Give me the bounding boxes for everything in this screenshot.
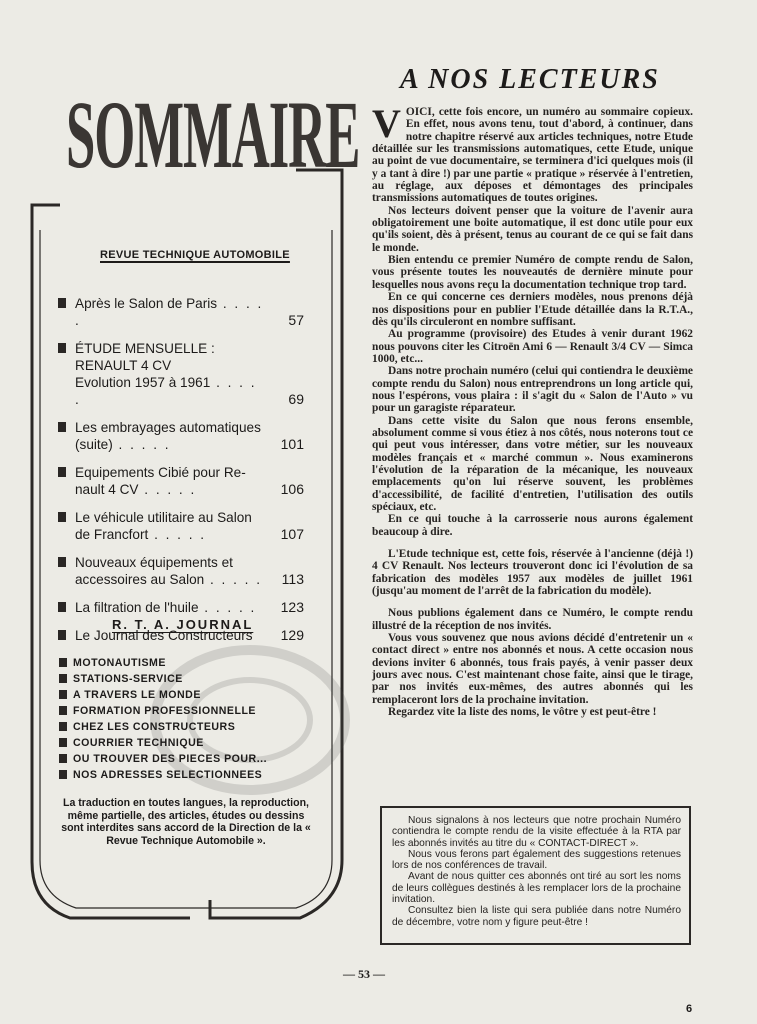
article-paragraph (372, 365, 693, 414)
toc-line: Evolution 1957 à 1961 (75, 375, 211, 390)
toc-page-number: 101 (280, 436, 304, 452)
toc-leader-dots: . . . . . (75, 375, 257, 407)
toc-line: de Francfort (75, 527, 149, 542)
journal-item[interactable] (59, 735, 299, 751)
toc-entry-title (58, 464, 308, 498)
toc-bullet (58, 467, 66, 477)
toc-bullet (58, 422, 66, 432)
journal-list (59, 655, 299, 783)
paragraph-text: En ce qui touche à la carrosserie nous aurons également beaucoup à dire. (372, 513, 693, 538)
page-folio: — 53 — (343, 967, 385, 981)
toc-line: ÉTUDE MENSUELLE : (75, 341, 215, 356)
paragraph-gap (372, 538, 693, 548)
notice-paragraph: Avant de nous quitter ces abonnés ont tiré au sort les noms de leurs collègues destinés à les remplacer lors de la prochaine invitation. (392, 871, 681, 906)
journal-item[interactable] (59, 703, 299, 719)
journal-bullet (59, 690, 67, 699)
toc-entry[interactable] (58, 340, 308, 408)
article-paragraph (372, 548, 693, 597)
toc-page-number: 106 (280, 481, 304, 497)
journal-bullet (59, 706, 67, 715)
toc-line: nault 4 CV (75, 482, 139, 497)
toc-bullet (58, 557, 66, 567)
toc-entry-title (58, 419, 308, 453)
article-paragraph (372, 101, 693, 205)
notice-paragraph: Consultez bien la liste qui sera publiée dans notre Numéro de décembre, votre nom y figure peut-être ! (392, 905, 681, 928)
paragraph-text: L'Etude technique est, cette fois, réservée à l'ancienne (déjà !) 4 CV Renault. Nos lecteurs trouveront donc ici l'évolution de sa fabrication des modèles 1957 aux modèles de juillet 1961 (jusqu'au moment de l'arrêt de la fabrication du modèle). (372, 548, 693, 598)
paragraph-text: OICI, cette fois encore, un numéro au sommaire copieux. En effet, nous avons tenu, tout d'abord, à continuer, dans notre chapitre réservé aux articles techniques, notre Etude détaillée sur les transmissions automatiques, cette Etude, unique au point de vue documentaire, se terminera d'ici quelques mois (il y a tant à dire !) par une partie « pratique » réservée à l'entretien, au réglage, aux déposes et démontages des principales transmissions automatiques de toutes origines. (372, 106, 693, 205)
journal-item-label: A TRAVERS LE MONDE (73, 689, 201, 701)
toc-bullet (58, 298, 66, 308)
journal-item-label: STATIONS-SERVICE (73, 673, 183, 685)
notice-box (380, 806, 691, 945)
toc-line: (suite) (75, 437, 113, 452)
toc-line: Après le Salon de Paris (75, 296, 218, 311)
toc-bullet (58, 602, 66, 612)
toc-line: accessoires au Salon (75, 572, 205, 587)
toc-leader-dots: . . . . . (148, 527, 207, 542)
paragraph-gap (372, 597, 693, 607)
toc-leader-dots: . . . . . (204, 572, 262, 587)
journal-item-label: CHEZ LES CONSTRUCTEURS (73, 721, 236, 733)
rights-notice: La traduction en toutes langues, la reproduction, même partielle, des articles, études ou dessins sont interdites sans accord de la Direction de la « Revue Technique Automobile ». (61, 797, 311, 847)
toc-page-number: 69 (288, 391, 304, 407)
paragraph-text: Au programme (provisoire) des Etudes à venir durant 1962 nous pouvons citer les Citroën Ami 6 — Renault 3/4 CV — Simca 1000, etc... (372, 328, 693, 365)
journal-title: R. T. A. JOURNAL (112, 617, 254, 632)
toc-line: Equipements Cibié pour Re- (75, 465, 246, 480)
paragraph-text: Vous vous souvenez que nous avions décidé d'entretenir un « contact direct » entre nos abonnés et nous. A cette occasion nous devions inviter 6 abonnés, tous frais payés, à venir passer deux jours avec nous. C'est maintenant chose faite, ainsi que le tirage, par nos invités eux-mêmes, des autres abonnés qui les remplaceront lors de la prochaine invitation. (372, 632, 693, 706)
toc-line: RENAULT 4 CV (75, 358, 172, 373)
paragraph-text: Nos lecteurs doivent penser que la voiture de l'avenir aura obligatoirement une boite automatique, il est donc utile pour eux qu'ils soient, dès à présent, tenus au courant de ce qui se fait dans le monde. (372, 204, 693, 254)
toc-entry[interactable] (58, 599, 308, 616)
toc-entry-title (58, 295, 308, 329)
journal-item[interactable] (59, 655, 299, 671)
journal-item[interactable] (59, 671, 299, 687)
notice-paragraph: Nous signalons à nos lecteurs que notre prochain Numéro contiendra le compte rendu de la visite effectuée à la RTA par les abonnés invités au titre du « CONTACT-DIRECT ». (392, 815, 681, 849)
journal-item-label: COURRIER TECHNIQUE (73, 737, 204, 749)
journal-bullet (59, 722, 67, 731)
article-paragraph (372, 254, 693, 291)
toc-bullet (58, 512, 66, 522)
article-paragraph (372, 328, 693, 365)
journal-bullet (59, 770, 67, 779)
editorial-text (372, 101, 693, 719)
journal-bullet (59, 754, 67, 763)
article-paragraph (372, 291, 693, 328)
table-of-contents (58, 295, 308, 655)
journal-item[interactable] (59, 719, 299, 735)
toc-page-number: 129 (280, 627, 304, 643)
article-paragraph (372, 513, 693, 538)
toc-entry[interactable] (58, 464, 308, 498)
editorial-heading: A NOS LECTEURS (400, 64, 660, 95)
toc-bullet (58, 630, 66, 640)
paragraph-text: Bien entendu ce premier Numéro de compte rendu de Salon, vous présente toutes les nouveautés de dernière minute pour lesquelles nous avons reçu la documentation technique trop tard. (372, 254, 693, 291)
journal-bullet (59, 658, 67, 667)
toc-line: Le Journal des Constructeurs (75, 628, 253, 643)
toc-bullet (58, 343, 66, 353)
toc-line: La filtration de l'huile (75, 600, 199, 615)
toc-leader-dots: . . . . . (198, 600, 257, 615)
journal-item[interactable] (59, 767, 299, 783)
toc-leader-dots: . . . . . (112, 437, 171, 452)
toc-line: Le véhicule utilitaire au Salon (75, 510, 252, 525)
paragraph-text: Dans cette visite du Salon que nous ferons ensemble, absolument comme si vous étiez à nos côtés, nous noterons tout ce qui peut vous intéresser, dans votre métier, sur les nouveaux modèles français et « marché commun ». Nous examinerons l'évolution de la réparation de la mécanique, les nouveaux emplacements qu'on lui réserve souvent, les problèmes d'accessibilité, de facilité d'entretien, l'utilisation des outils spéciaux, etc. (372, 414, 693, 513)
toc-line: Les embrayages automatiques (75, 420, 261, 435)
toc-entry[interactable] (58, 554, 308, 588)
toc-page-number: 113 (281, 571, 304, 587)
toc-entry-title (58, 340, 308, 408)
toc-entry-title (58, 599, 308, 616)
drop-cap: V (372, 101, 401, 146)
journal-bullet (59, 738, 67, 747)
sommaire-title: SOMMAIRE (66, 81, 360, 188)
paragraph-text: En ce qui concerne ces derniers modèles, nous prenons déjà nos dispositions pour en publier l'Etude détaillée dans la R.T.A., dès qu'ils circuleront en nombre suffisant. (372, 291, 693, 328)
article-paragraph (372, 205, 693, 254)
corner-number: 6 (686, 1003, 693, 1015)
toc-page-number: 57 (288, 312, 304, 328)
journal-item-label: NOS ADRESSES SELECTIONNEES (73, 769, 263, 781)
toc-page-number: 123 (280, 599, 304, 615)
toc-entry-title (58, 554, 308, 588)
paragraph-text: Regardez vite la liste des noms, le vôtre y est peut-être ! (388, 706, 657, 719)
paragraph-text: Dans notre prochain numéro (celui qui contiendra le deuxième compte rendu du Salon) nous entreprendrons un long article qui, nous l'espérons, vous plaira : il s'agit du « Salon de l'Auto » vu pour un garagiste réparateur. (372, 365, 693, 415)
journal-item[interactable] (59, 751, 299, 767)
article-paragraph (372, 706, 693, 718)
magazine-subtitle: REVUE TECHNIQUE AUTOMOBILE (100, 249, 290, 261)
journal-item[interactable] (59, 687, 299, 703)
toc-leader-dots: . . . . . (138, 482, 197, 497)
toc-leader-dots: . . . . . (75, 296, 264, 328)
journal-item-label: FORMATION PROFESSIONNELLE (73, 705, 256, 717)
toc-entry[interactable] (58, 419, 308, 453)
toc-entry[interactable] (58, 295, 308, 329)
journal-item-label: OU TROUVER DES PIECES POUR... (73, 753, 268, 765)
article-paragraph (372, 632, 693, 706)
toc-line: Nouveaux équipements et (75, 555, 233, 570)
paragraph-text: Nous publions également dans ce Numéro, le compte rendu illustré de la réception de nos invités. (372, 607, 693, 632)
notice-paragraph: Nous vous ferons part également des suggestions retenues lors de nos conférences de travail. (392, 848, 681, 872)
article-paragraph (372, 415, 693, 514)
journal-item-label: MOTONAUTISME (73, 657, 166, 669)
toc-entry-title (58, 509, 308, 543)
toc-page-number: 107 (280, 526, 304, 542)
toc-entry[interactable] (58, 509, 308, 543)
journal-bullet (59, 674, 67, 683)
article-paragraph (372, 607, 693, 632)
